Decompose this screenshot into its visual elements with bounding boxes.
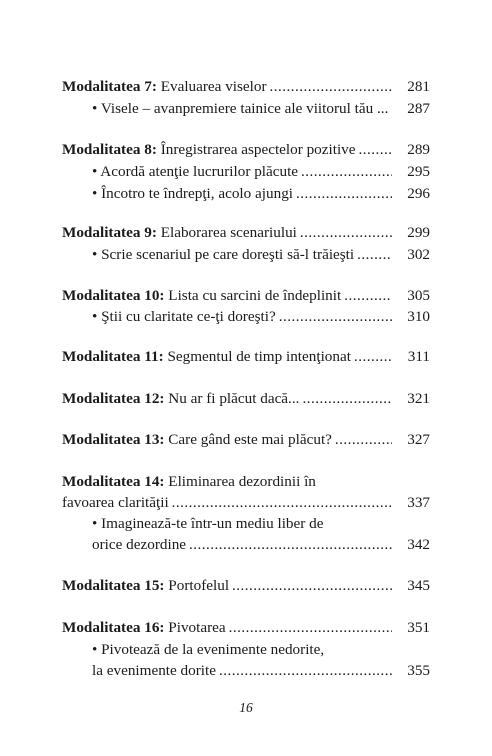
leader-dots	[219, 660, 392, 682]
leader-dots	[232, 575, 392, 597]
toc-entry	[62, 617, 430, 639]
toc-subentry-title: • Acordă atenţie lucrurilor plăcute	[92, 163, 299, 180]
toc-page-number: 311	[407, 348, 430, 365]
leader-dots	[300, 222, 392, 244]
toc-page-number: 355	[407, 662, 430, 679]
toc-entry	[62, 429, 430, 451]
page-number-footer: 16	[239, 700, 253, 715]
toc-entry-title: Înregistrarea aspectelor pozitive	[156, 141, 356, 158]
toc-entry-number: Modalitatea 16:	[62, 619, 165, 636]
leader-dots	[354, 346, 392, 368]
toc-subentry	[92, 513, 430, 535]
toc-entry	[62, 575, 430, 597]
toc-subentry-continuation	[92, 534, 430, 556]
toc-page-number: 295	[407, 163, 430, 180]
toc-subentry-title: • Pivotează de la evenimente nedorite,	[92, 641, 325, 658]
toc-page-number: 289	[407, 141, 430, 158]
toc-page-number: 302	[407, 246, 430, 263]
toc-subentry-title: • Imaginează-te într-un mediu liber de	[92, 515, 324, 532]
toc-entry-title: Portofelul	[164, 577, 230, 594]
toc-entry-title: Eliminarea dezordinii în	[164, 473, 316, 490]
toc-page-number: 296	[407, 185, 430, 202]
toc-subentry-title: • Încotro te îndrepţi, acolo ajungi	[92, 185, 294, 202]
toc-subentry-title: • Ştii cu claritate ce-ţi doreşti?	[92, 308, 276, 325]
toc-subentry-title: • Scrie scenariul pe care doreşti să-l trăieşti	[92, 246, 355, 263]
toc-subentry-title-continued: la evenimente dorite	[92, 662, 216, 679]
toc-entry	[62, 139, 430, 161]
leader-dots	[301, 161, 392, 183]
toc-entry	[62, 76, 430, 98]
toc-entry	[62, 471, 430, 493]
toc-entry-title: Pivotarea	[164, 619, 226, 636]
leader-dots	[172, 492, 392, 514]
toc-entry	[62, 388, 430, 410]
toc-subentry	[92, 183, 430, 205]
toc-subentry	[92, 639, 430, 661]
leader-dots	[359, 139, 392, 161]
toc-entry	[62, 285, 430, 307]
leader-dots	[335, 429, 392, 451]
toc-entry-title: Elaborarea scenariului	[156, 224, 297, 241]
toc-subentry-title-continued: orice dezordine	[92, 536, 187, 553]
toc-entry	[62, 222, 430, 244]
toc-entry-number: Modalitatea 8:	[62, 141, 157, 158]
toc-entry-title: Evaluarea viselor	[156, 78, 267, 95]
toc-entry-title: Lista cu sarcini de îndeplinit	[164, 287, 342, 304]
toc-page-number: 345	[407, 577, 430, 594]
toc-page-number: 281	[407, 78, 430, 95]
toc-subentry	[92, 244, 430, 266]
toc-entry-number: Modalitatea 10:	[62, 287, 165, 304]
leader-dots	[279, 306, 392, 328]
toc-page-number: 305	[407, 287, 430, 304]
leader-dots	[189, 534, 392, 556]
leader-dots	[302, 388, 392, 410]
toc-entry-title: Nu ar fi plăcut dacă...	[164, 390, 300, 407]
toc-entry-number: Modalitatea 11:	[62, 348, 164, 365]
toc-subentry	[92, 98, 430, 120]
toc-subentry-title: • Visele – avanpremiere tainice ale viitorul tău ...	[92, 100, 389, 117]
toc-entry-number: Modalitatea 13:	[62, 431, 165, 448]
toc-entry-title-continued: favoarea clarităţii	[62, 494, 169, 511]
leader-dots	[296, 183, 392, 205]
toc-page-number: 299	[407, 224, 430, 241]
leader-dots	[344, 285, 392, 307]
leader-dots	[357, 244, 392, 266]
toc-entry-number: Modalitatea 9:	[62, 224, 157, 241]
toc-subentry	[92, 306, 430, 328]
toc-page-number: 342	[407, 536, 430, 553]
toc-page-number: 287	[407, 100, 430, 117]
toc-entry-number: Modalitatea 7:	[62, 78, 157, 95]
toc-entry-continuation	[62, 492, 430, 514]
toc-entry-title: Care gând este mai plăcut?	[164, 431, 332, 448]
toc-entry-title: Segmentul de timp intenţionat	[163, 348, 351, 365]
toc-page-number: 337	[407, 494, 430, 511]
toc-entry-number: Modalitatea 12:	[62, 390, 165, 407]
toc-page-number: 351	[407, 619, 430, 636]
toc-page-number: 327	[407, 431, 430, 448]
toc-entry-number: Modalitatea 14:	[62, 473, 165, 490]
toc-subentry	[92, 161, 430, 183]
toc-entry-number: Modalitatea 15:	[62, 577, 165, 594]
leader-dots	[270, 76, 392, 98]
toc-subentry-continuation	[92, 660, 430, 682]
toc-entry	[62, 346, 430, 368]
toc-page-number: 310	[407, 308, 430, 325]
leader-dots	[229, 617, 392, 639]
toc-page-number: 321	[407, 390, 430, 407]
